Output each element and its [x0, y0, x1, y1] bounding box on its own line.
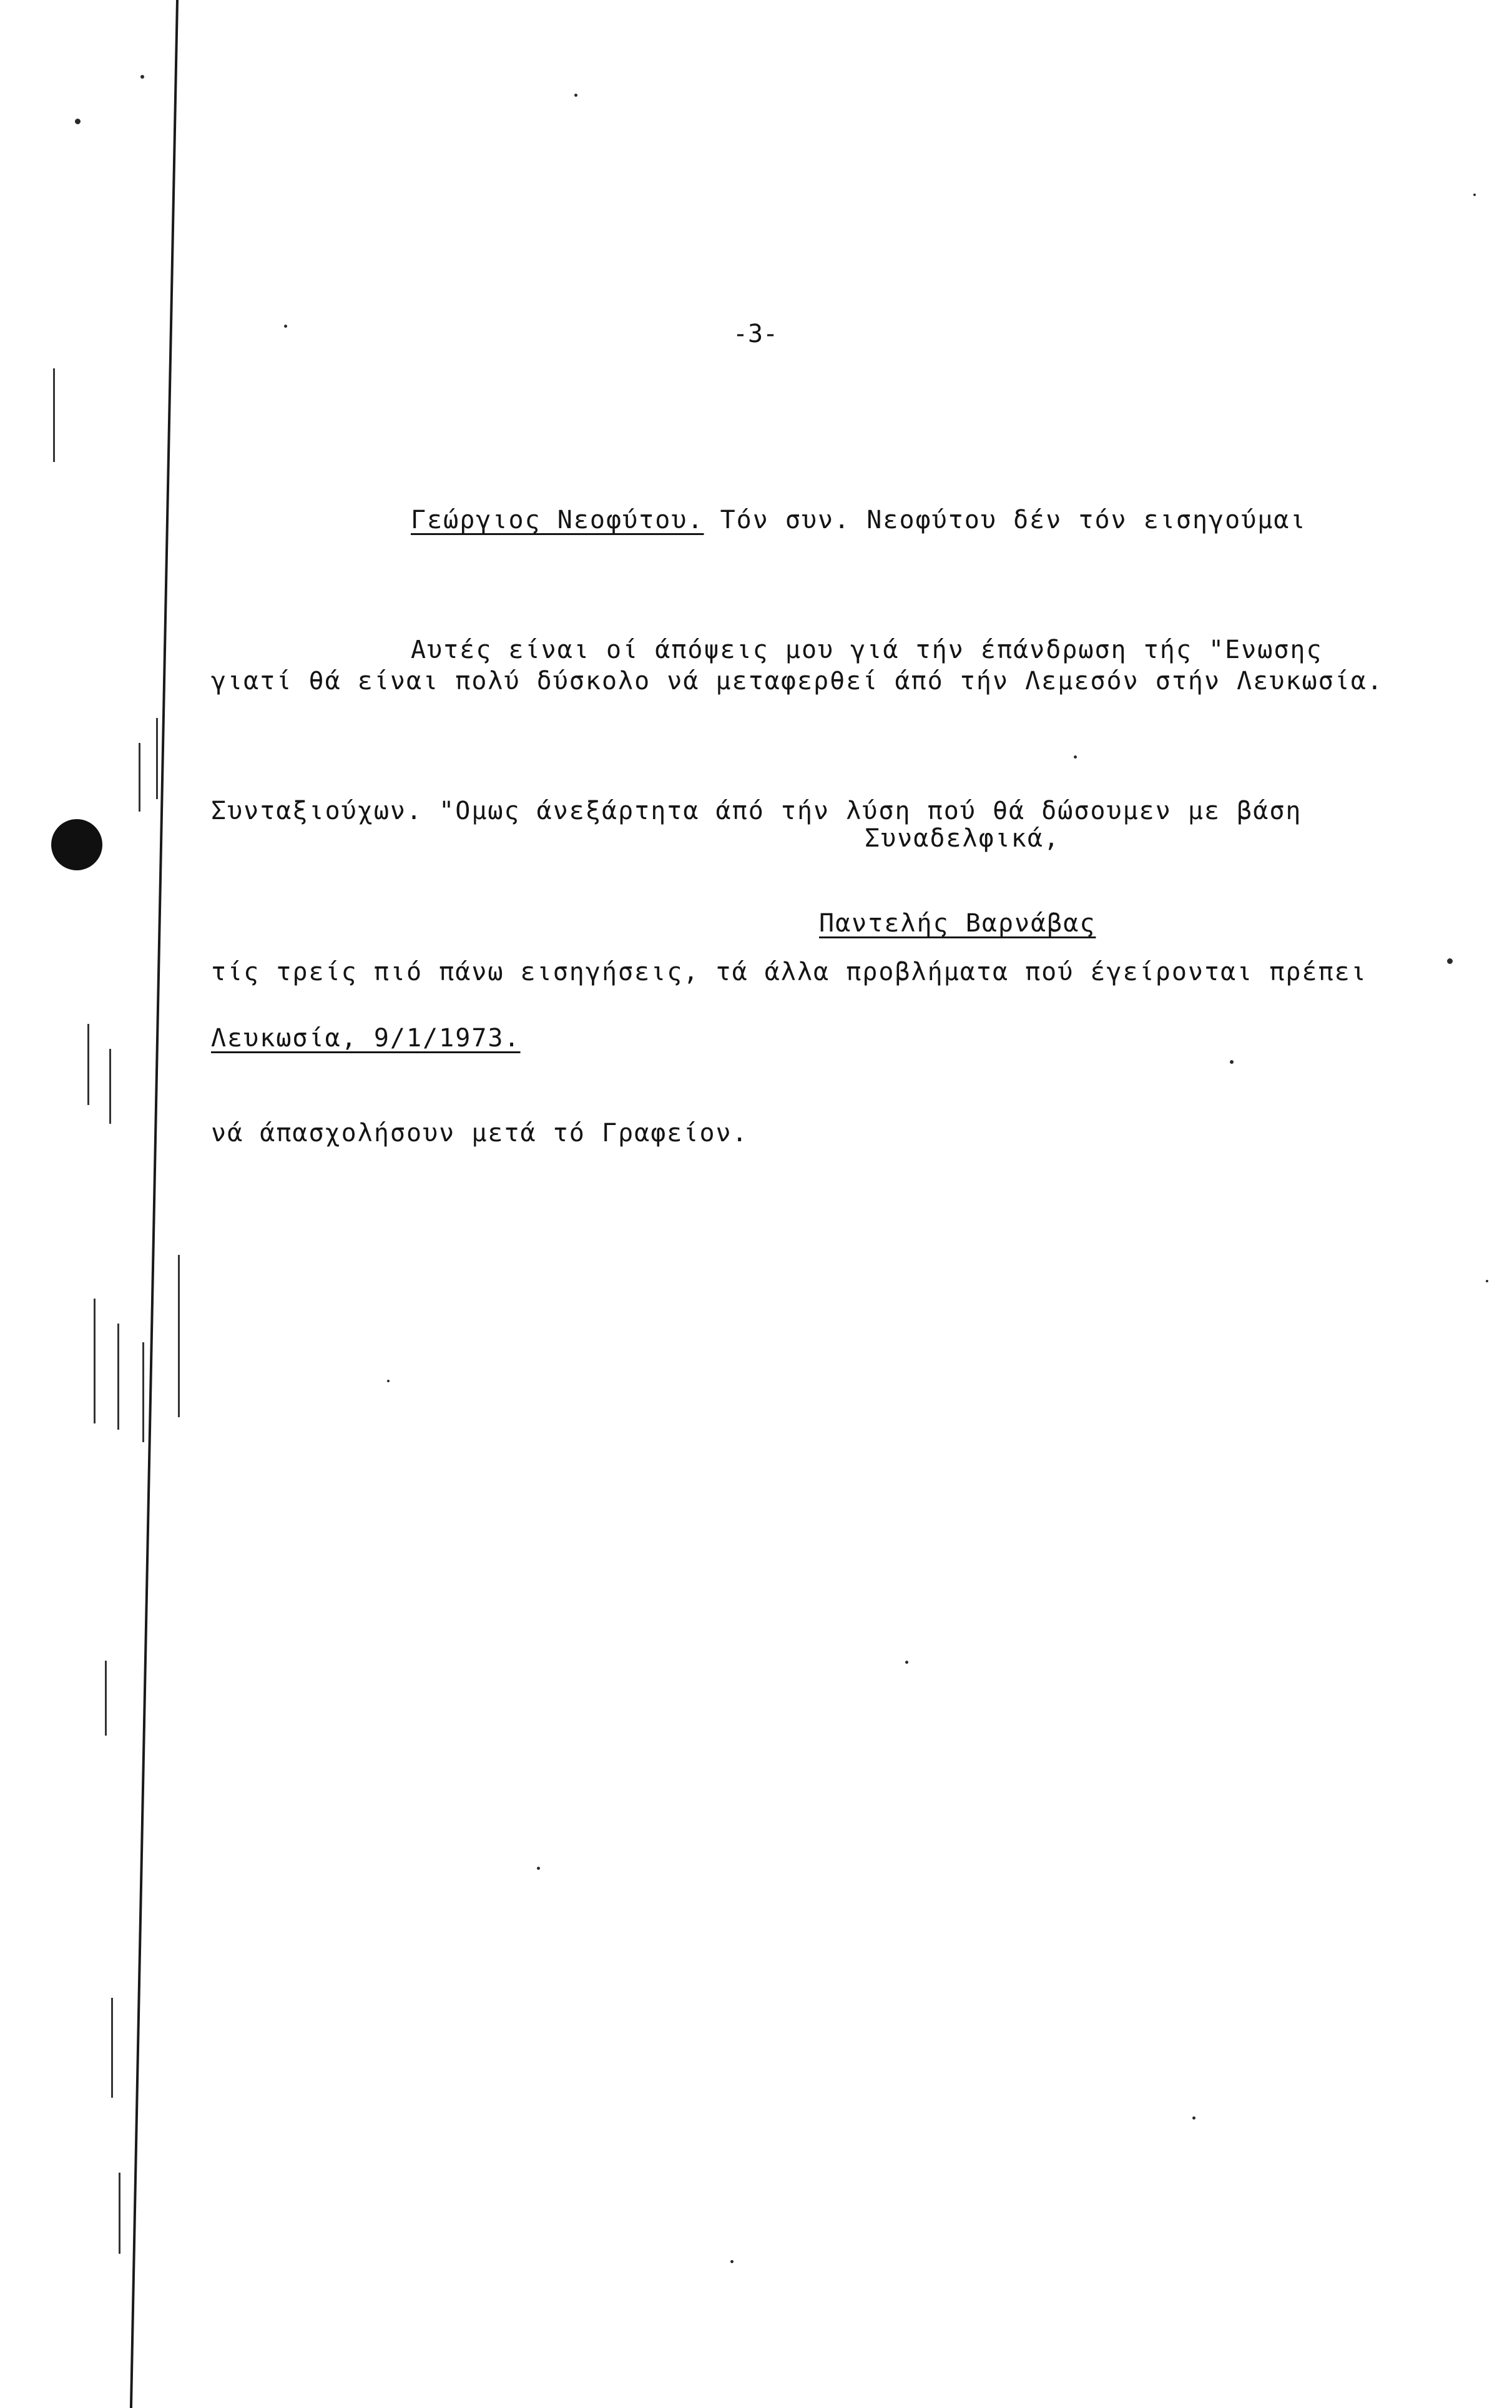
margin-line: [130, 0, 179, 2408]
paragraph-2-line-3: τίς τρείς πιό πάνω εισηγήσεις, τά άλλα προβλήματα πού έγείρονται πρέπει: [211, 958, 1367, 986]
paragraph-1-line-1: Τόν συν. Νεοφύτου δέν τόν εισηγούμαι: [704, 506, 1307, 534]
place-date: Λευκωσία, 9/1/1973.: [211, 1024, 521, 1053]
signature: Παντελής Βαρνάβας: [819, 909, 1096, 938]
paragraph-2-line-2: Συνταξιούχων. "Ομως άνεξάρτητα άπό τήν λύση πού θά δώσουμεν με βάση: [211, 797, 1302, 825]
punch-hole: [51, 819, 102, 870]
page-number: -3-: [732, 320, 778, 348]
paragraph-2: [211, 516, 1383, 1267]
paragraph-2-line-4: νά άπασχολήσουν μετά τό Γραφείον.: [211, 1119, 749, 1147]
closing: Συναδελφικά,: [865, 824, 1060, 853]
paragraph-1-line-2: γιατί θά είναι πολύ δύσκολο νά μεταφερθεί άπό τήν Λεμεσόν στήν Λευκωσία.: [211, 667, 1383, 695]
paragraph-2-line-1: Αυτές είναι οί άπόψεις μου γιά τήν έπάνδρωση τής "Ενωσης: [411, 636, 1323, 664]
person-name: Γεώργιος Νεοφύτου.: [411, 506, 704, 534]
